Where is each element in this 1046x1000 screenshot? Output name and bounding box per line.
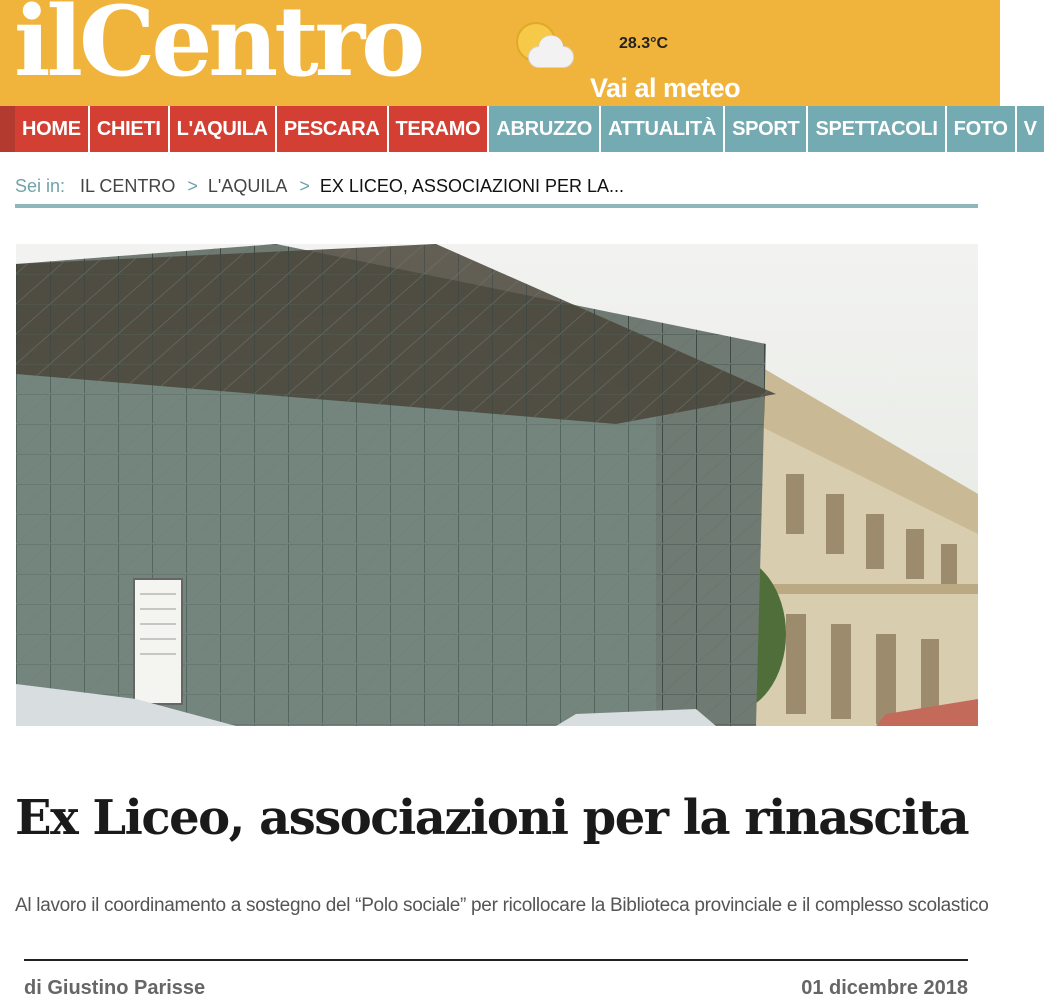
breadcrumb — [15, 174, 978, 198]
nav-item-laquila[interactable]: L'AQUILA — [170, 106, 275, 152]
nav-item-sport[interactable]: SPORT — [725, 106, 806, 152]
main-nav — [0, 106, 1037, 152]
nav-item-spettacoli[interactable]: SPETTACOLI — [808, 106, 944, 152]
article-title: Ex Liceo, associazioni per la rinascita — [15, 790, 969, 846]
nav-item-attualita[interactable]: ATTUALITÀ — [601, 106, 723, 152]
nav-items — [15, 106, 1046, 152]
nav-item-pescara[interactable]: PESCARA — [277, 106, 387, 152]
byline-divider — [24, 959, 968, 961]
nav-item-chieti[interactable]: CHIETI — [90, 106, 168, 152]
breadcrumb-separator: > — [299, 175, 310, 196]
breadcrumb-item-current: EX LICEO, ASSOCIAZIONI PER LA... — [319, 175, 624, 196]
nav-item-home[interactable]: HOME — [15, 106, 88, 152]
nav-edge — [0, 106, 15, 152]
breadcrumb-item-home[interactable]: IL CENTRO — [80, 175, 176, 196]
article-subtitle: Al lavoro il coordinamento a sostegno del “Polo sociale” per ricollocare la Biblioteca provinciale e il complesso scolastico — [15, 895, 989, 916]
nav-item-abruzzo[interactable]: ABRUZZO — [489, 106, 599, 152]
article-date: 01 dicembre 2018 — [801, 977, 968, 999]
site-header — [0, 0, 1000, 106]
weather-temperature: 28.3°C — [619, 35, 669, 52]
nav-item-more[interactable]: V — [1017, 106, 1044, 152]
partly-cloudy-icon — [514, 20, 576, 76]
breadcrumb-label: Sei in: — [15, 175, 66, 196]
nav-item-teramo[interactable]: TERAMO — [389, 106, 488, 152]
breadcrumb-separator: > — [187, 175, 198, 196]
breadcrumb-item-section[interactable]: L'AQUILA — [207, 175, 288, 196]
breadcrumb-divider — [15, 204, 978, 208]
weather-link[interactable]: Vai al meteo — [590, 73, 741, 103]
article-author[interactable]: di Giustino Parisse — [24, 977, 206, 999]
site-logo[interactable]: ilCentro — [14, 0, 422, 98]
nav-item-foto[interactable]: FOTO — [947, 106, 1015, 152]
article-photo — [16, 244, 978, 726]
